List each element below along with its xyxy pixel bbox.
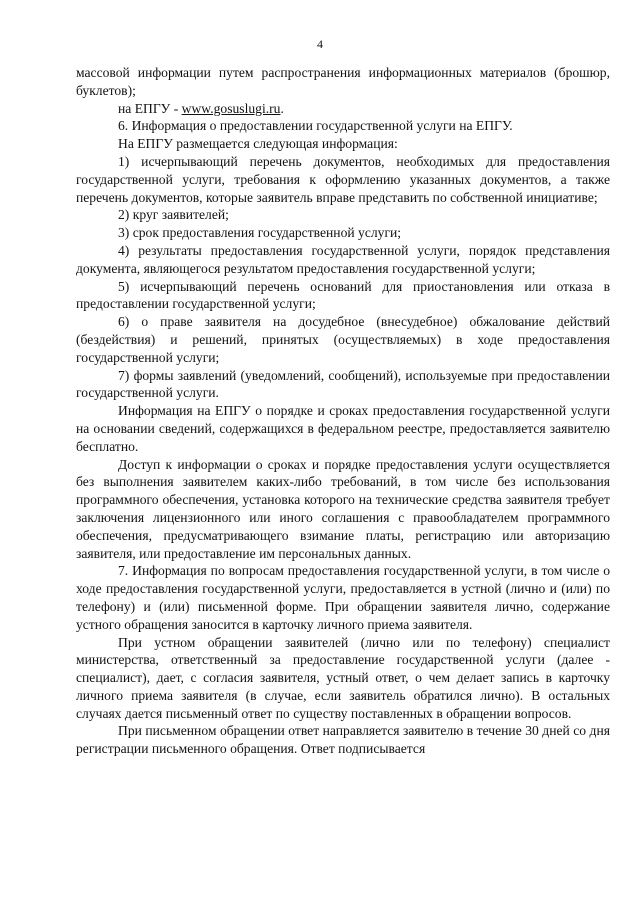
list-item-3: 3) срок предоставления государственной услуги; xyxy=(118,225,402,241)
list-item-1: 1) исчерпывающий перечень документов, необходимых для предоставления государственной услуги, требования к оформлению указанных документов, а также перечень документов, которые заявитель вправе представить по собственной инициативе; xyxy=(76,153,610,205)
list-item-2: 2) круг заявителей; xyxy=(118,207,229,223)
paragraph-written-request: При письменном обращении ответ направляется заявителю в течение 30 дней со дня регистрации письменного обращения. Ответ подписывается xyxy=(76,723,610,757)
list-item-5: 5) исчерпывающий перечень оснований для приостановления или отказа в предоставлении государственной услуги; xyxy=(76,278,610,312)
link-suffix: . xyxy=(280,100,284,116)
paragraph-media: массовой информации путем распространения информационных материалов (брошюр, буклетов); xyxy=(76,65,610,98)
page-number: 4 xyxy=(317,37,323,51)
paragraph-oral-request: При устном обращении заявителей (лично или по телефону) специалист министерства, ответственный за предоставление государственной услуги (далее - специалист), дает, с согласия заявителя, устный ответ, о чем делает запись в карточку личного приема заявителя (в случае, если заявитель обратился лично). В остальных случаях дается письменный ответ по существу поставленных в обращении вопросов. xyxy=(76,634,610,721)
list-item-6: 6) о праве заявителя на досудебное (внесудебное) обжалование действий (бездействия) и решений, принятых (осуществляемых) в ходе предоставления государственной услуги; xyxy=(76,314,610,365)
document-body xyxy=(76,64,610,758)
paragraph-epgu-link xyxy=(76,100,610,118)
paragraph-item-7: 7. Информация по вопросам предоставления государственной услуги, в том числе о ходе предоставления государственной услуги, предоставляется в устной (лично и (или) по телефону) и (или) письменной форме. При обращении заявителя лично, содержание устного обращения заносится в карточку личного приема заявителя. xyxy=(76,563,610,632)
list-item-7: 7) формы заявлений (уведомлений, сообщений), используемые при предоставлении государственной услуги. xyxy=(76,367,610,401)
epgu-label: на ЕПГУ - xyxy=(118,100,182,116)
paragraph-access: Доступ к информации о сроках и порядке предоставления услуги осуществляется без выполнения заявителем каких-либо требований, в том числе без использования программного обеспечения, установка которого на технические средства заявителя требует заключения лицензионного или иного соглашения с правообладателем программного обеспечения, предусматривающего взимание платы, регистрацию или авторизацию заявителя, или предоставление им персональных данных. xyxy=(76,456,610,561)
paragraph-free-info: Информация на ЕПГУ о порядке и сроках предоставления государственной услуги на основании сведений, содержащихся в федеральном реестре, предоставляется заявителю бесплатно. xyxy=(76,403,610,454)
paragraph-epgu-info: На ЕПГУ размещается следующая информация: xyxy=(118,136,398,152)
gosuslugi-link[interactable]: www.gosuslugi.ru xyxy=(181,100,281,116)
list-item-4: 4) результаты предоставления государственной услуги, порядок представления документа, являющегося результатом предоставления государственной услуги; xyxy=(76,242,610,276)
paragraph-item-6: 6. Информация о предоставлении государственной услуги на ЕПГУ. xyxy=(118,118,513,134)
